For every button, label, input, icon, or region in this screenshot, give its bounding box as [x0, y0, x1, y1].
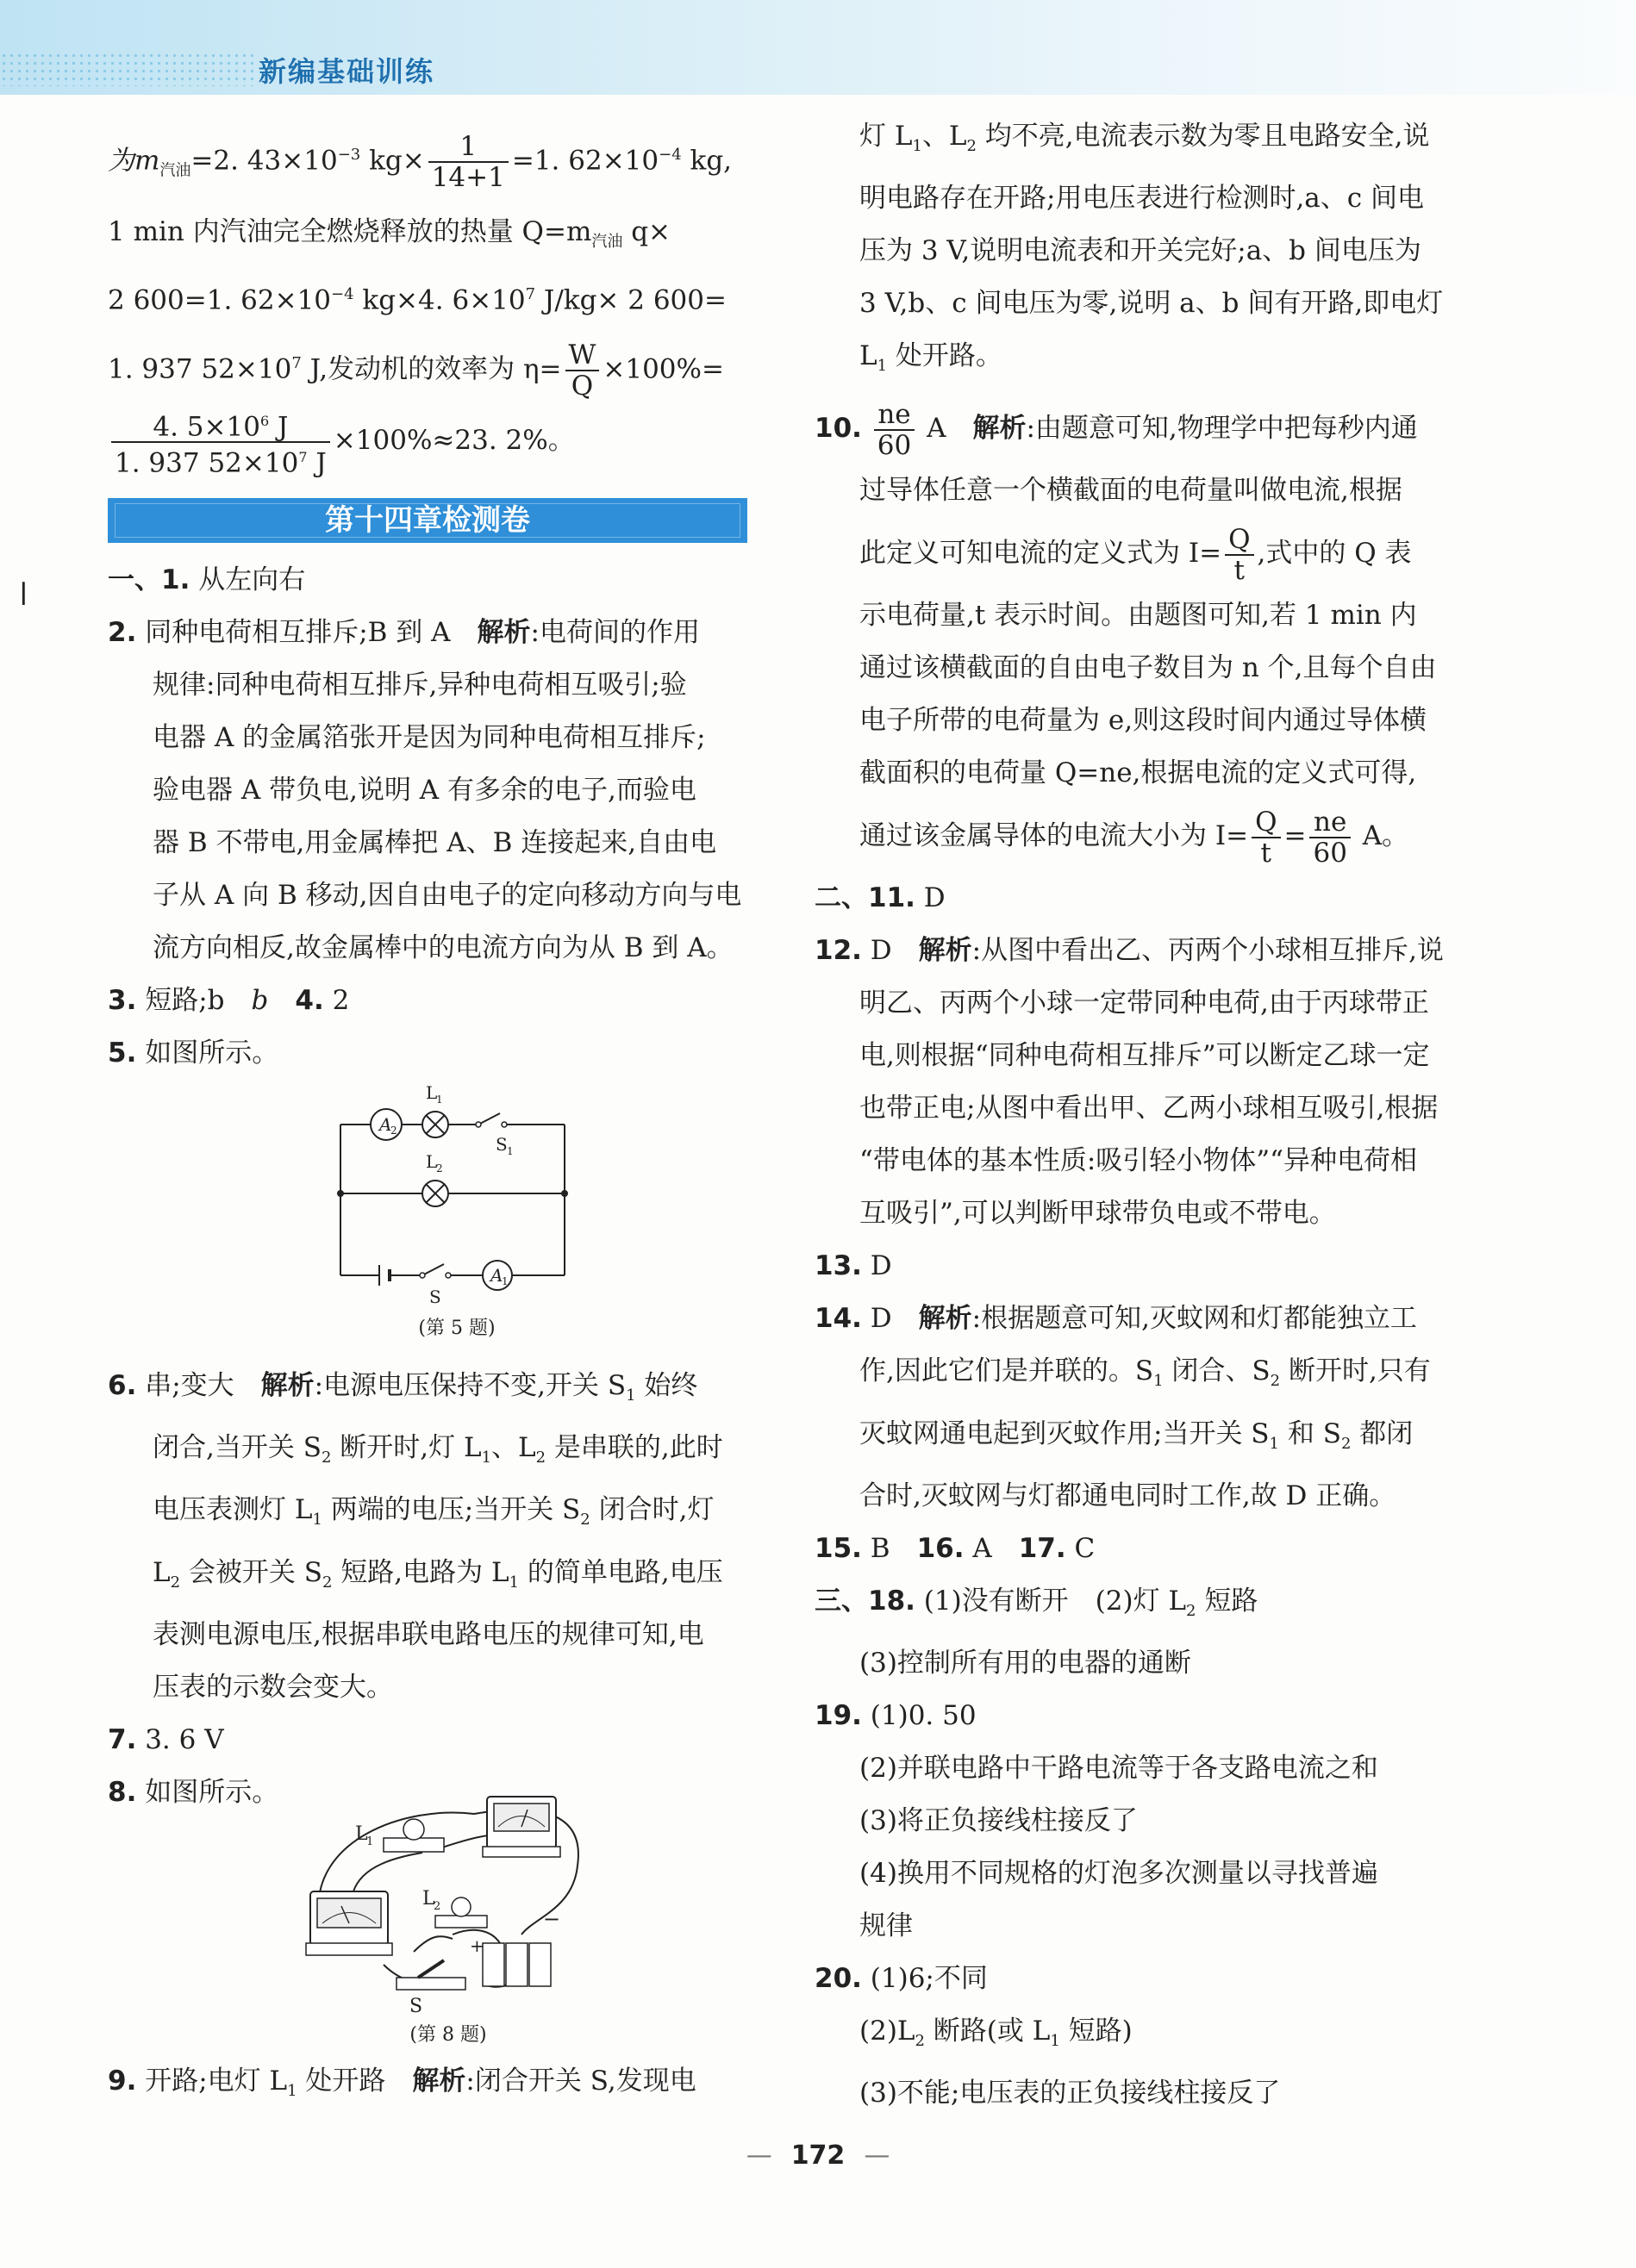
svg-text:2: 2 [436, 1162, 443, 1174]
answer-1: 一、1. 从左向右 [108, 564, 306, 595]
line: 过导体任意一个横截面的电荷量叫做电流,根据 [859, 475, 1402, 507]
svg-text:1: 1 [502, 1275, 509, 1287]
left-column-lower [108, 1360, 771, 1819]
line: 通过该金属导体的电流大小为 I= $\frac{Q}{t}$ = $\frac{ne}{60}$ A。 [859, 806, 1409, 869]
line: 验电器 A 带负电,说明 A 有多余的电子,而验电 [153, 775, 696, 806]
answer-19: 19. (1)0. 50 [815, 1699, 977, 1731]
svg-text:2: 2 [434, 1900, 441, 1913]
line: $(2)L_2$ 断路(或 $L_1$ 短路) [859, 2015, 1133, 2051]
line: 表测电源电压,根据串联电路电压的规律可知,电 [153, 1618, 704, 1650]
answer-9: 9. 开路;电灯 $L_1$ 处开路 解析:闭合开关 S,发现电 [108, 2066, 696, 2101]
circuit-diagram [328, 1077, 586, 1310]
line: 1 min 内汽油完全燃烧释放的热量 $Q=m_{汽油}$ q× [108, 215, 671, 251]
figure-8-circuit [302, 1788, 595, 2051]
page-number: 172 [790, 2140, 846, 2171]
battery-cell [506, 1943, 528, 1986]
answer-15-17: 15. B 16. A 17. C [815, 1532, 1096, 1564]
line: 3 V,b、c 间电压为零,说明 a、b 间有开路,即电灯 [859, 288, 1444, 320]
line: 电子所带的电荷量为 e,则这段时间内通过导体横 [859, 705, 1427, 737]
line: $L_1$ 处开路。 [859, 340, 1002, 376]
line: (3)将正负接线柱接反了 [859, 1804, 1138, 1836]
svg-text:+: + [470, 1935, 484, 1956]
answer-11: 二、11. D [815, 882, 946, 914]
answer-14: 14. D 解析:根据题意可知,灭蚊网和灯都能独立工 [815, 1303, 1417, 1335]
line: 压为 3 V,说明电流表和开关完好;a、b 间电压为 [859, 235, 1421, 267]
svg-text:1: 1 [507, 1145, 514, 1157]
svg-text:S: S [429, 1287, 441, 1307]
line: 压表的示数会变大。 [153, 1671, 393, 1703]
line: 电器 A 的金属箔张开是因为同种电荷相互排斥; [153, 722, 706, 753]
line: (2)并联电路中干路电流等于各支路电流之和 [859, 1752, 1378, 1784]
answer-13: 13. D [815, 1250, 892, 1282]
left-column-top [108, 121, 763, 477]
line: 也带正电;从图中看出甲、乙两小球相互吸引,根据 [859, 1093, 1439, 1125]
answer-7: 7. 3. 6 V [108, 1723, 224, 1755]
line: 器 B 不带电,用金属棒把 A、B 连接起来,自由电 [153, 827, 717, 858]
svg-text:L: L [426, 1082, 438, 1103]
line: 合时,灭蚊网与灯都通电同时工作,故 D 正确。 [859, 1480, 1396, 1511]
left-column [108, 554, 771, 1080]
line: 明电路存在开路;用电压表进行检测时,a、c 间电 [859, 183, 1424, 215]
battery-cell [483, 1943, 504, 1986]
svg-text:−: − [543, 1907, 561, 1931]
answer-10: 10. $\frac{ne}{60}$ A 解析:由题意可知,物理学中把每秒内通 [815, 398, 1418, 461]
line: 截面积的电荷量 Q=ne,根据电流的定义式可得, [859, 757, 1417, 789]
fraction: $\frac{1}{14+1}$ [428, 132, 509, 192]
answer-8: 8. 如图所示。 [108, 1776, 279, 1808]
margin-mark: ǀ [19, 577, 28, 613]
svg-text:L: L [422, 1888, 435, 1910]
line: 示电荷量,t 表示时间。由题图可知,若 1 min 内 [859, 600, 1417, 632]
line: 规律 [859, 1910, 913, 1941]
figure-caption: (第 8 题) [409, 2024, 487, 2046]
line: 电压表测灯 $L_1$ 两端的电压;当开关 $S_2$ 闭合时,灯 [153, 1494, 715, 1530]
line: 流方向相反,故金属棒中的电流方向为从 B 到 A。 [153, 932, 734, 963]
junction-dot [561, 1190, 568, 1197]
fraction: $\frac{Q}{t}$ [1225, 525, 1253, 585]
fraction: $\frac{4. 5\times 10^6 J}{1. 937 52\times 10^7 J}$ [111, 407, 330, 478]
svg-text:A: A [490, 1265, 503, 1286]
fraction: $\frac{ne}{60}$ [1309, 807, 1350, 868]
chapter-title: 第十四章检测卷 [108, 498, 747, 543]
answer-18: 三、18. (1)没有断开 (2)灯 $L_2$ 短路 [815, 1585, 1258, 1620]
line: (4)换用不同规格的灯泡多次测量以寻找普遍 [859, 1857, 1378, 1889]
line: $\frac{4. 5\times 10^6 J}{1. 937 52\times 10^7 J}$ ×100%≈23. 2%。 [108, 406, 763, 477]
fraction: $\frac{Q}{t}$ [1252, 807, 1280, 868]
header-title: 新编基础训练 [259, 55, 435, 88]
svg-text:S: S [409, 1996, 423, 2016]
svg-text:S: S [496, 1134, 508, 1155]
answer-20: 20. (1)6;不同 [815, 1962, 988, 1994]
svg-text:L: L [426, 1151, 438, 1172]
line: 明乙、丙两个小球一定带同种电荷,由于丙球带正 [859, 988, 1429, 1019]
line: 规律:同种电荷相互排斥,异种电荷相互吸引;验 [153, 670, 687, 701]
fraction: $\frac{ne}{60}$ [874, 400, 915, 460]
fraction: $\frac{W}{Q}$ [565, 340, 600, 401]
answer-12: 12. D 解析:从图中看出乙、丙两个小球相互排斥,说 [815, 935, 1444, 967]
line: 灯 $L_1$、$L_2$ 均不亮,电流表示数为零且电路安全,说 [859, 121, 1430, 156]
line: 为$m_{汽油}=2$. $43\times 10^{-3}$ kg× $\frac{1}{14+1}$ =1. $62\times 10^{-4}$ kg, [108, 130, 733, 193]
line: 1. 937 $52\times 10^7$ J,发动机的效率为 η= $\frac{W}{Q}$ ×100%= [108, 339, 724, 402]
line: (3)不能;电压表的正负接线柱接反了 [859, 2078, 1281, 2109]
svg-text:1: 1 [366, 1835, 374, 1848]
answer-2: 2. 同种电荷相互排斥;B 到 A 解析:电荷间的作用 [108, 617, 700, 648]
line: (3)控制所有用的电器的通断 [859, 1647, 1191, 1679]
physical-circuit-illustration [302, 1788, 595, 2016]
line: 灭蚊网通电起到灭蚊作用;当开关 $S_1$ 和 $S_2$ 都闭 [859, 1418, 1414, 1453]
figure-5-circuit [328, 1077, 586, 1349]
junction-dot [337, 1190, 344, 1197]
line: 此定义可知电流的定义式为 I= $\frac{Q}{t}$ ,式中的 Q 表 [859, 523, 1412, 586]
line: 电,则根据“同种电荷相互排斥”可以断定乙球一定 [859, 1040, 1430, 1072]
line: 2 600=1. $62\times 10^{-4}$ kg×4. $6\times 10^7$ J/kg× 2 600= [108, 284, 727, 316]
line: 作,因此它们是并联的。$S_1$ 闭合、$S_2$ 断开时,只有 [859, 1355, 1431, 1391]
page-footer: — 172 — [746, 2140, 890, 2171]
answer-3-4: 3. 短路;b b 4. 2 [108, 985, 350, 1016]
svg-text:A: A [379, 1114, 392, 1135]
answer-6: 6. 串;变大 解析:电源电压保持不变,开关 $S_1$ 始终 [108, 1370, 698, 1405]
header-band [0, 0, 1636, 95]
line: 闭合,当开关 $S_2$ 断开时,灯 $L_1$、$L_2$ 是串联的,此时 [153, 1432, 723, 1467]
lamp-l2 [435, 1916, 487, 1928]
right-column [815, 110, 1478, 2120]
line: 通过该横截面的自由电子数目为 n 个,且每个自由 [859, 652, 1437, 684]
figure-caption: (第 5 题) [418, 1318, 496, 1339]
line: 互吸引”,可以判断甲球带负电或不带电。 [859, 1198, 1336, 1230]
svg-text:2: 2 [390, 1125, 397, 1137]
svg-text:1: 1 [436, 1094, 443, 1106]
answer-5: 5. 如图所示。 [108, 1037, 279, 1069]
left-column-bottom [108, 2055, 789, 2117]
svg-text:L: L [355, 1823, 368, 1845]
battery-cell [529, 1943, 551, 1986]
line: “带电体的基本性质:吸引轻小物体”“异种电荷相 [859, 1145, 1417, 1177]
line: 子从 A 向 B 移动,因自由电子的定向移动方向与电 [153, 880, 742, 911]
switch [397, 1978, 465, 1990]
header-dot-pattern [0, 52, 259, 86]
line: $L_2$ 会被开关 $S_2$ 短路,电路为 $L_1$ 的简单电路,电压 [153, 1556, 723, 1592]
